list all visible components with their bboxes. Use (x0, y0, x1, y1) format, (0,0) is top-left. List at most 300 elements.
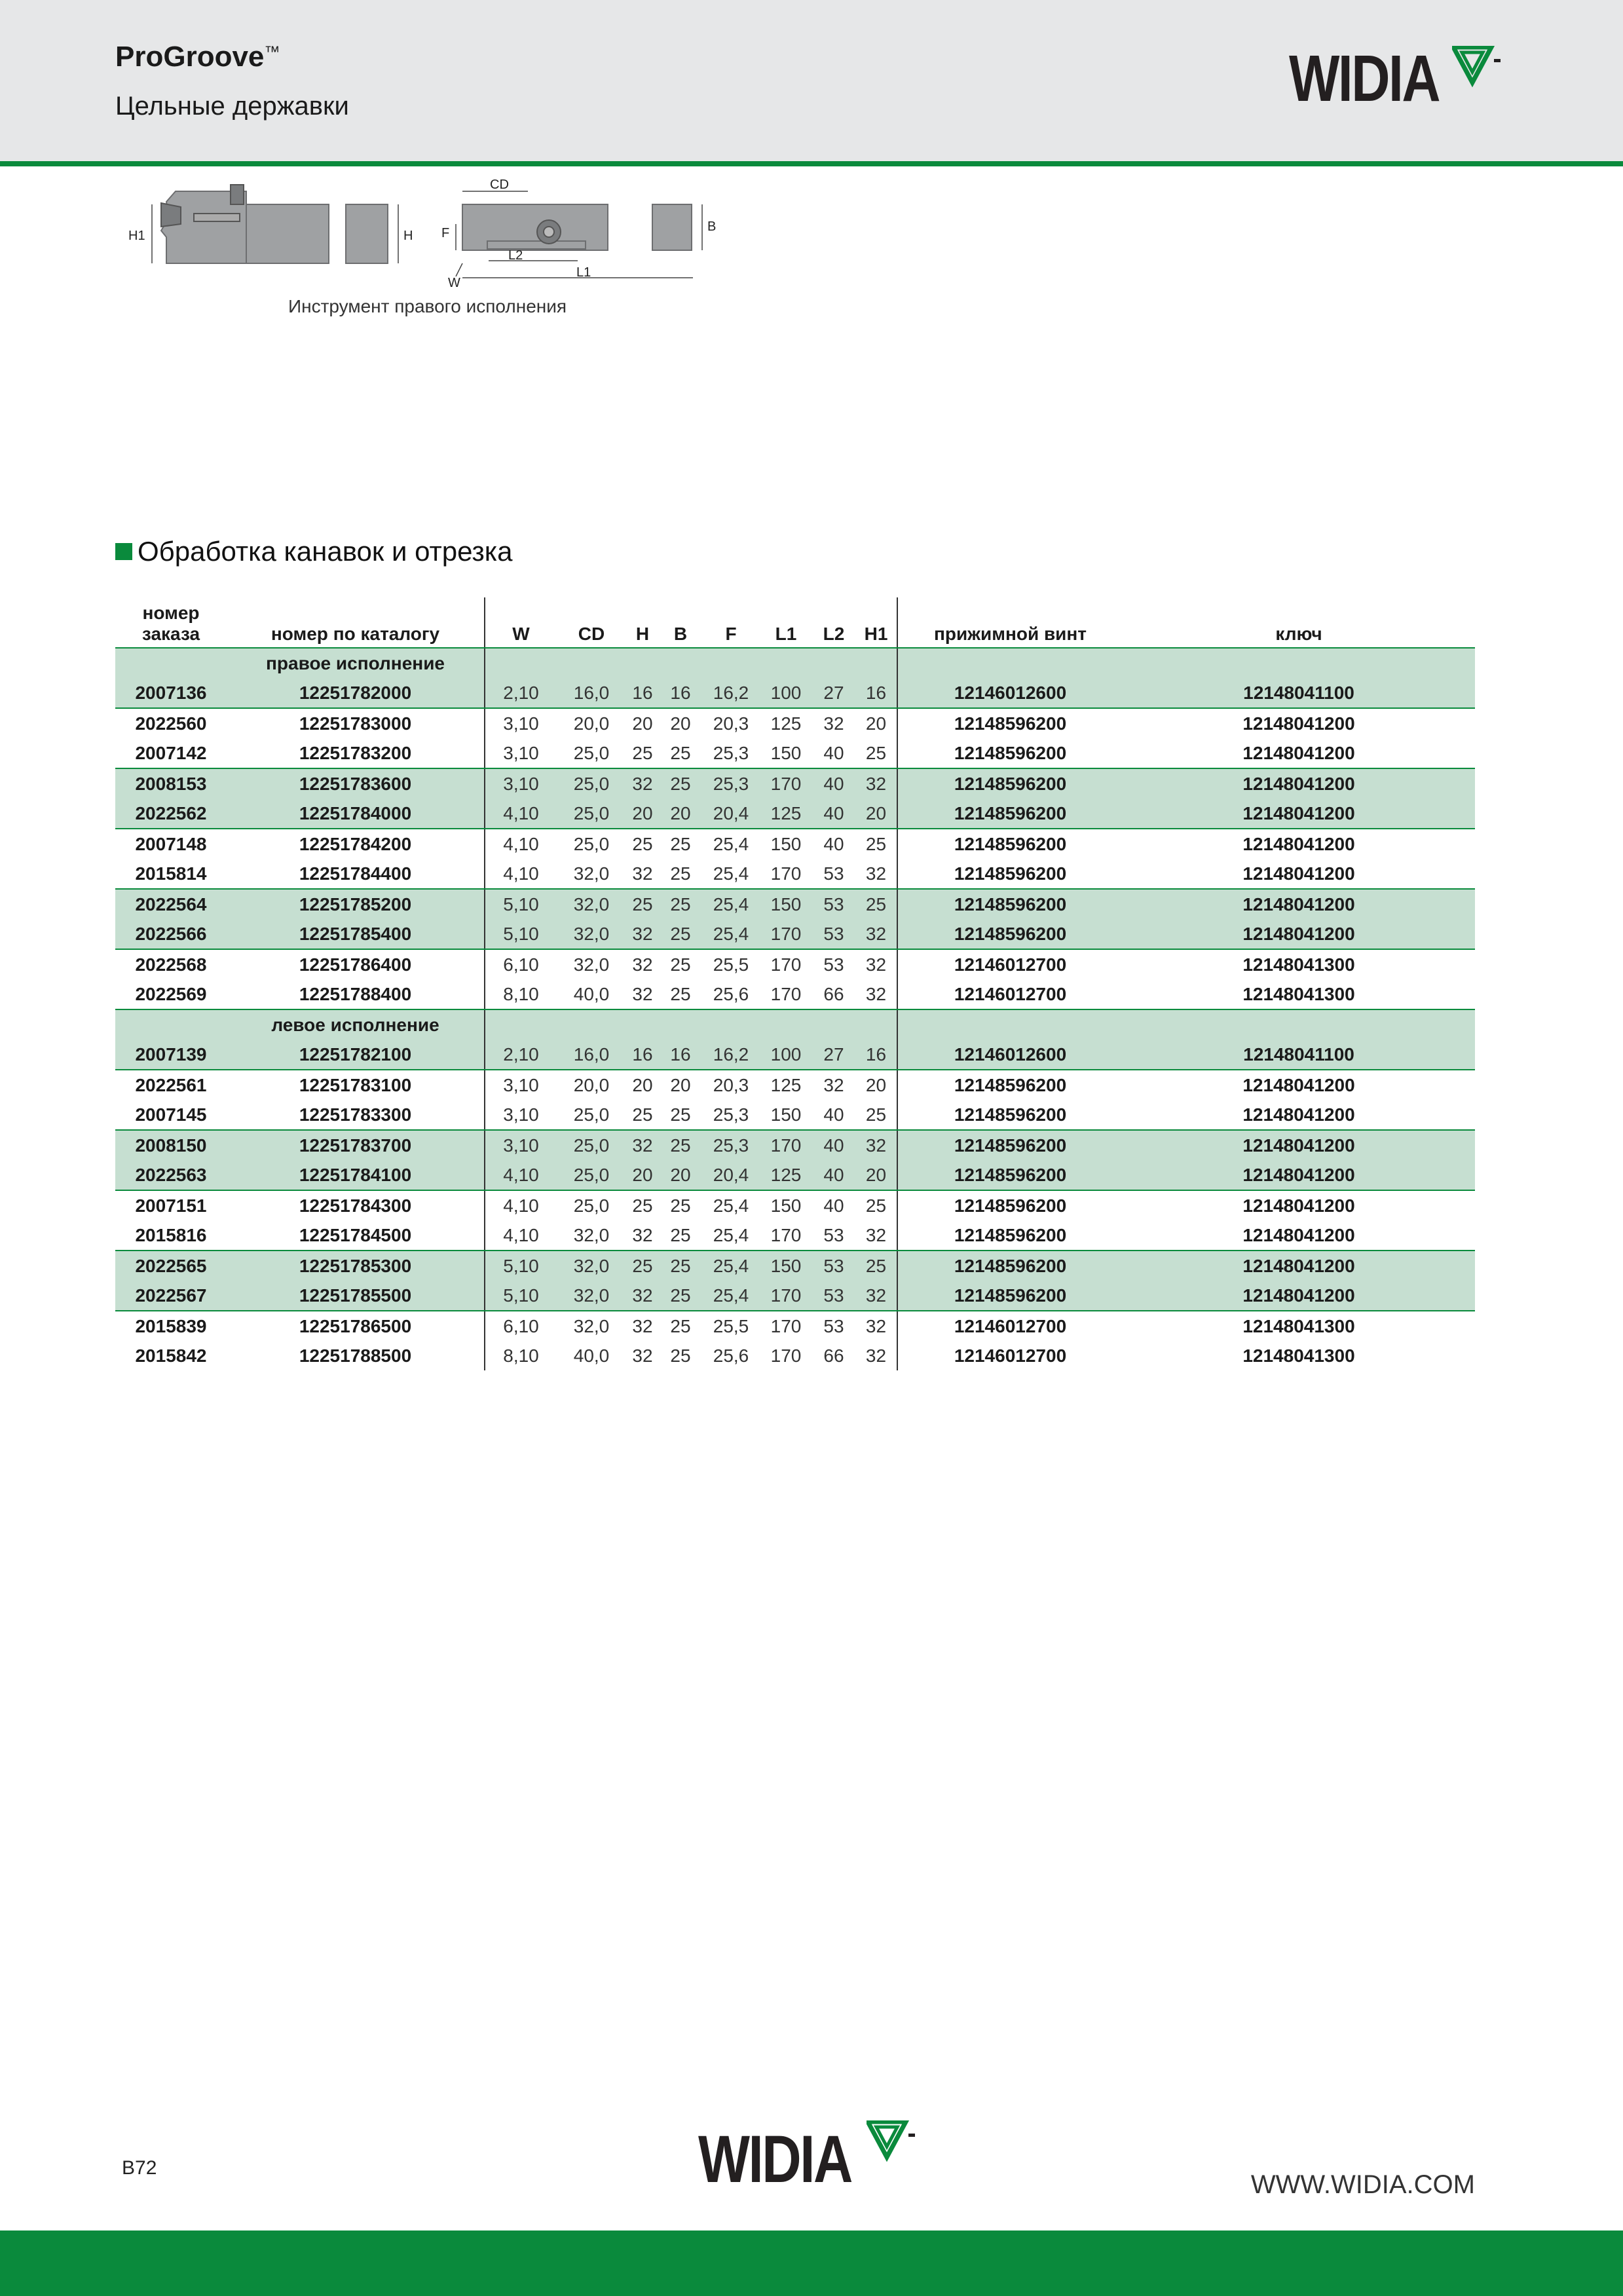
logo-word: WIDIA (1289, 42, 1440, 115)
table-cell: 20 (855, 1160, 897, 1190)
table-cell: 25,5 (713, 1315, 749, 1336)
table-cell: 12251788400 (227, 979, 485, 1009)
table-cell: 12148041200 (1123, 1281, 1475, 1311)
table-cell: 2007145 (115, 1100, 227, 1130)
table-cell: 12146012600 (897, 1040, 1123, 1070)
table-cell: 125 (770, 713, 802, 734)
table-cell: 16,0 (557, 1040, 626, 1070)
table-cell: 12148596200 (897, 919, 1123, 949)
table-cell: 2022566 (115, 919, 227, 949)
svg-text:H: H (403, 229, 413, 243)
table-cell: 20 (865, 713, 887, 734)
table-cell: 125 (760, 799, 812, 829)
table-cell: 25 (626, 889, 659, 919)
table-row (115, 1251, 1475, 1281)
table-row (115, 708, 1475, 738)
table-cell: 32,0 (557, 1220, 626, 1251)
table-cell: 16,2 (702, 1040, 760, 1070)
table-cell: 170 (760, 1281, 812, 1311)
table-cell: 53 (812, 859, 855, 889)
table-cell: 12148596200 (897, 768, 1123, 799)
table-cell: 40 (812, 1160, 855, 1190)
table-cell: 32 (632, 1345, 653, 1366)
table-cell: 12251785400 (227, 919, 485, 949)
table-cell: 12148596200 (897, 1100, 1123, 1130)
product-subtitle: Цельные державки (115, 92, 349, 121)
table-cell: 12146012700 (897, 979, 1123, 1009)
table-cell: 32 (865, 1345, 887, 1366)
table-row (115, 1341, 1475, 1370)
table-cell: 125 (760, 1160, 812, 1190)
table-cell: 2008150 (115, 1130, 227, 1160)
table-cell: 12148596200 (897, 1130, 1123, 1160)
table-cell: 25 (855, 889, 897, 919)
table-cell: 12251784500 (227, 1220, 485, 1251)
table-row (115, 1100, 1475, 1130)
table-cell: 12148041200 (1123, 1160, 1475, 1190)
col-header-catalog-number: номер по каталогу (227, 597, 485, 648)
table-cell: 5,10 (485, 1251, 557, 1281)
table-cell: 20,3 (713, 713, 749, 734)
table-cell: 25,0 (557, 738, 626, 768)
table-cell: 40 (812, 1100, 855, 1130)
group-label: правое исполнение (227, 648, 485, 678)
table-cell: 25 (659, 919, 702, 949)
table-cell: 25,0 (557, 768, 626, 799)
table-cell: 170 (770, 1315, 802, 1336)
table-cell: 25 (670, 833, 691, 854)
table-cell: 25 (670, 954, 691, 975)
table-cell: 20 (670, 713, 691, 734)
table-cell: 32 (855, 768, 897, 799)
table-cell: 12148596200 (897, 1220, 1123, 1251)
table-cell: 12148041200 (1123, 859, 1475, 889)
table-cell: 12148041100 (1123, 678, 1475, 708)
table-cell: 170 (770, 954, 802, 975)
table-cell: 25,3 (702, 768, 760, 799)
table-row (115, 979, 1475, 1009)
table-cell: 32 (855, 979, 897, 1009)
table-cell: 170 (760, 1130, 812, 1160)
table-cell: 12251782000 (227, 678, 485, 708)
svg-text:L2: L2 (508, 248, 523, 263)
table-cell: 12148041200 (1123, 768, 1475, 799)
table-cell: 150 (760, 889, 812, 919)
table-cell: 25,0 (557, 1100, 626, 1130)
table-cell: 25 (659, 1220, 702, 1251)
table-cell: 170 (760, 919, 812, 949)
table-cell: 12148041300 (1123, 979, 1475, 1009)
table-cell: 12251784200 (299, 833, 412, 854)
table-cell: 16 (626, 1040, 659, 1070)
table-cell: 16 (626, 678, 659, 708)
table-cell: 32 (823, 1074, 844, 1095)
table-cell: 25 (659, 1130, 702, 1160)
footer-logo-word: WIDIA (698, 2122, 851, 2196)
table-cell: 2,10 (485, 1040, 557, 1070)
table-cell: 32 (626, 1281, 659, 1311)
table-row (115, 1281, 1475, 1311)
table-cell: 20 (626, 1160, 659, 1190)
table-cell: 40 (812, 1130, 855, 1160)
table-cell: 40 (812, 799, 855, 829)
table-cell: 12148041200 (1123, 799, 1475, 829)
table-cell: 25 (632, 833, 653, 854)
table-cell: 2015816 (115, 1220, 227, 1251)
table-cell: 16 (659, 678, 702, 708)
table-cell: 25 (659, 768, 702, 799)
table-cell: 32,0 (557, 859, 626, 889)
table-cell: 150 (770, 833, 802, 854)
table-cell: 32,0 (573, 954, 610, 975)
table-cell: 25,3 (702, 1130, 760, 1160)
table-cell: 12251785200 (227, 889, 485, 919)
table-cell: 20,3 (713, 1074, 749, 1095)
table-cell: 53 (823, 954, 844, 975)
table-cell: 12148041200 (1123, 1100, 1475, 1130)
table-cell: 25 (659, 1251, 702, 1281)
table-cell: 25 (855, 1251, 897, 1281)
website-link[interactable]: WWW.WIDIA.COM (1250, 2170, 1475, 2199)
table-cell: 12148041200 (1123, 919, 1475, 949)
table-cell: 4,10 (485, 1220, 557, 1251)
table-cell: 12251784000 (227, 799, 485, 829)
table-cell: 2022569 (115, 979, 227, 1009)
table-cell: 170 (760, 1220, 812, 1251)
table-cell: 32 (626, 768, 659, 799)
table-cell: 20 (659, 1160, 702, 1190)
table-cell: 4,10 (485, 799, 557, 829)
table-cell: 12148596200 (897, 889, 1123, 919)
table-cell: 25 (855, 1100, 897, 1130)
table-cell: 53 (812, 1281, 855, 1311)
table-cell: 25 (865, 833, 887, 854)
table-cell: 20 (670, 1074, 691, 1095)
table-cell: 66 (823, 1345, 844, 1366)
table-cell: 12251784400 (227, 859, 485, 889)
table-cell: 12148596200 (897, 859, 1123, 889)
table-cell: 25,0 (573, 833, 610, 854)
table-cell: 125 (770, 1074, 802, 1095)
table-cell: 25,4 (702, 859, 760, 889)
table-cell: 3,10 (485, 1100, 557, 1130)
table-cell: 12148041300 (1242, 1315, 1355, 1336)
table-cell: 25 (670, 1195, 691, 1216)
page-number: B72 (122, 2157, 157, 2179)
table-cell: 25,0 (557, 1160, 626, 1190)
table-cell: 170 (770, 1345, 802, 1366)
table-cell: 12251782100 (227, 1040, 485, 1070)
table-cell: 6,10 (485, 949, 557, 979)
table-cell: 12251786500 (299, 1315, 412, 1336)
table-cell: 20 (626, 799, 659, 829)
table-cell: 12148596200 (897, 1070, 1123, 1100)
table-cell: 4,10 (485, 829, 557, 859)
table-cell: 12146012700 (897, 1341, 1123, 1370)
table-cell: 32 (865, 954, 887, 975)
table-row (115, 738, 1475, 768)
table-cell: 16 (855, 678, 897, 708)
table-cell: 25 (626, 738, 659, 768)
table-cell: 100 (760, 678, 812, 708)
table-cell: 20 (632, 1074, 653, 1095)
table-cell: 25 (659, 889, 702, 919)
table-cell: 12148041200 (1123, 1251, 1475, 1281)
table-cell: 12148596200 (897, 738, 1123, 768)
group-label-row (115, 1009, 1475, 1040)
table-cell: 40 (823, 833, 844, 854)
table-cell: 25,0 (557, 1130, 626, 1160)
table-cell: 53 (812, 919, 855, 949)
table-cell: 150 (760, 1251, 812, 1281)
table-cell: 100 (760, 1040, 812, 1070)
col-header-w: W (485, 597, 557, 648)
table-cell: 2,10 (485, 678, 557, 708)
table-cell: 16,0 (557, 678, 626, 708)
section-title (115, 536, 512, 567)
table-cell: 5,10 (485, 1281, 557, 1311)
table-row (115, 859, 1475, 889)
table-cell: 40 (812, 768, 855, 799)
section-title-text: Обработка канавок и отрезка (138, 536, 513, 567)
table-cell: 12148041100 (1123, 1040, 1475, 1070)
table-cell: 170 (760, 859, 812, 889)
table-cell: 32 (823, 713, 844, 734)
table-cell: 25 (659, 859, 702, 889)
table-cell: 2007151 (135, 1195, 207, 1216)
table-cell: 40 (812, 738, 855, 768)
table-cell: 25,5 (713, 954, 749, 975)
col-header-f: F (702, 597, 760, 648)
spec-table-body (115, 648, 1475, 1370)
table-row (115, 1130, 1475, 1160)
table-cell: 6,10 (485, 1311, 557, 1341)
table-cell: 32 (855, 1220, 897, 1251)
table-cell: 2022561 (135, 1074, 207, 1095)
table-cell: 12148041200 (1242, 1074, 1355, 1095)
table-cell: 32 (855, 859, 897, 889)
table-row (115, 949, 1475, 979)
table-cell: 32,0 (557, 889, 626, 919)
table-cell: 25 (659, 738, 702, 768)
table-cell: 4,10 (485, 859, 557, 889)
table-cell: 12148596200 (897, 1281, 1123, 1311)
table-row (115, 919, 1475, 949)
table-cell: 3,10 (485, 768, 557, 799)
table-cell: 32 (626, 919, 659, 949)
table-cell: 2015814 (115, 859, 227, 889)
table-cell: 25,4 (702, 919, 760, 949)
table-cell: 2022564 (115, 889, 227, 919)
table-cell: 20,4 (702, 1160, 760, 1190)
table-cell: 32 (855, 1130, 897, 1160)
diagram-caption: Инструмент правого исполнения (288, 296, 567, 316)
table-cell: 12148041200 (1242, 713, 1355, 734)
table-cell: 25 (632, 1195, 653, 1216)
table-cell: 2022563 (115, 1160, 227, 1190)
table-cell: 32 (855, 1281, 897, 1311)
table-cell: 20 (865, 1074, 887, 1095)
table-cell: 32 (626, 859, 659, 889)
table-cell: 12251784100 (227, 1160, 485, 1190)
table-cell: 170 (760, 979, 812, 1009)
table-row (115, 1070, 1475, 1100)
table-cell: 2022567 (115, 1281, 227, 1311)
table-cell: 27 (812, 678, 855, 708)
table-cell: 32,0 (573, 1315, 610, 1336)
product-title: ProGroove™ (115, 41, 280, 73)
table-cell: 25,3 (702, 738, 760, 768)
table-cell: 12146012700 (897, 1311, 1123, 1341)
table-cell: 2007148 (135, 833, 207, 854)
table-cell: 12146012600 (897, 678, 1123, 708)
table-cell: 12148041200 (1242, 833, 1355, 854)
table-cell: 12251785500 (227, 1281, 485, 1311)
table-cell: 32 (626, 979, 659, 1009)
table-cell: 25,4 (702, 889, 760, 919)
col-header-l2: L2 (812, 597, 855, 648)
page-header (0, 0, 1623, 161)
table-cell: 12251783200 (227, 738, 485, 768)
table-cell: 2022565 (115, 1251, 227, 1281)
table-cell: 32 (855, 919, 897, 949)
col-header-b: B (659, 597, 702, 648)
table-cell: 2007139 (115, 1040, 227, 1070)
table-cell: 16,2 (702, 678, 760, 708)
table-cell: 16 (855, 1040, 897, 1070)
table-cell: 16 (659, 1040, 702, 1070)
table-cell: 3,10 (485, 1130, 557, 1160)
table-cell: 25,0 (573, 1195, 610, 1216)
table-cell: 12251783100 (299, 1074, 412, 1095)
table-cell: 20,4 (702, 799, 760, 829)
table-row (115, 1311, 1475, 1341)
table-cell: 8,10 (485, 979, 557, 1009)
table-cell: 12251783700 (227, 1130, 485, 1160)
table-cell: 32,0 (557, 1251, 626, 1281)
table-cell: 150 (760, 1100, 812, 1130)
tool-diagram (115, 178, 737, 296)
table-cell: 12251783600 (227, 768, 485, 799)
table-cell: 5,10 (485, 919, 557, 949)
group-label-row (115, 648, 1475, 678)
col-header-order-number: номер заказа (115, 597, 227, 648)
table-cell: 25,4 (713, 833, 749, 854)
table-cell: 12251786400 (299, 954, 412, 975)
table-cell: 25 (855, 738, 897, 768)
table-cell: 2007136 (115, 678, 227, 708)
footer-widia-logo (698, 2122, 922, 2196)
table-cell: 2007142 (115, 738, 227, 768)
table-cell: 12251788500 (299, 1345, 412, 1366)
table-cell: 32 (626, 1130, 659, 1160)
table-header-row (115, 597, 1475, 648)
table-cell: 12251785300 (227, 1251, 485, 1281)
table-row (115, 1160, 1475, 1190)
table-cell: 25,4 (702, 1281, 760, 1311)
table-cell: 3,10 (485, 738, 557, 768)
table-cell: 25,6 (702, 979, 760, 1009)
table-cell: 12148041200 (1123, 1130, 1475, 1160)
table-cell: 12148041300 (1242, 954, 1355, 975)
table-row (115, 1190, 1475, 1220)
table-cell: 2022568 (135, 954, 207, 975)
table-cell: 32 (626, 1220, 659, 1251)
table-cell: 32 (632, 954, 653, 975)
col-header-clamp-screw: прижимной винт (897, 597, 1123, 648)
table-cell: 12148041300 (1242, 1345, 1355, 1366)
logo-triangle-icon (1452, 46, 1507, 92)
table-cell: 12148596200 (897, 799, 1123, 829)
table-cell: 32,0 (557, 919, 626, 949)
table-cell: 3,10 (485, 708, 557, 738)
table-cell: 12148596200 (897, 1190, 1123, 1220)
table-cell: 5,10 (485, 889, 557, 919)
group-label: левое исполнение (227, 1009, 485, 1040)
table-cell: 25,6 (713, 1345, 749, 1366)
svg-text:W: W (448, 276, 460, 290)
table-cell: 2015842 (135, 1345, 207, 1366)
table-cell: 25 (659, 979, 702, 1009)
table-cell: 25 (670, 1315, 691, 1336)
table-cell: 12148596200 (897, 708, 1123, 738)
table-cell: 32,0 (557, 1281, 626, 1311)
table-cell: 12251783300 (227, 1100, 485, 1130)
table-cell: 40,0 (573, 1345, 610, 1366)
spec-table (115, 597, 1475, 1370)
table-row (115, 768, 1475, 799)
svg-text:L1: L1 (576, 265, 591, 280)
table-cell: 4,10 (485, 1190, 557, 1220)
table-row (115, 678, 1475, 708)
table-cell: 2008153 (115, 768, 227, 799)
header-divider (0, 161, 1623, 166)
table-row (115, 829, 1475, 859)
table-cell: 32 (865, 1315, 887, 1336)
table-cell: 12148596200 (897, 1160, 1123, 1190)
table-cell: 12251784300 (299, 1195, 412, 1216)
table-cell: 4,10 (485, 1160, 557, 1190)
table-cell: 2022562 (115, 799, 227, 829)
table-cell: 25 (659, 1100, 702, 1130)
table-cell: 53 (812, 1251, 855, 1281)
col-header-h1: H1 (855, 597, 897, 648)
svg-text:B: B (707, 219, 717, 234)
table-row (115, 799, 1475, 829)
table-cell: 2022560 (135, 713, 207, 734)
table-cell: 12148041200 (1123, 738, 1475, 768)
table-row (115, 1220, 1475, 1251)
table-cell: 25,3 (702, 1100, 760, 1130)
table-cell: 25 (865, 1195, 887, 1216)
table-cell: 66 (812, 979, 855, 1009)
svg-text:F: F (441, 226, 450, 240)
table-cell: 20 (855, 799, 897, 829)
table-cell: 12148596200 (897, 1251, 1123, 1281)
col-header-h: H (626, 597, 659, 648)
table-cell: 25 (659, 1281, 702, 1311)
table-cell: 25 (626, 1251, 659, 1281)
table-row (115, 889, 1475, 919)
table-cell: 25 (626, 1100, 659, 1130)
table-cell: 8,10 (485, 1341, 557, 1370)
col-header-key: ключ (1123, 597, 1475, 648)
footer-logo-triangle-icon (867, 2120, 922, 2166)
table-cell: 12148041200 (1242, 1195, 1355, 1216)
table-cell: 20 (632, 713, 653, 734)
table-cell: 40 (823, 1195, 844, 1216)
table-cell: 53 (812, 889, 855, 919)
